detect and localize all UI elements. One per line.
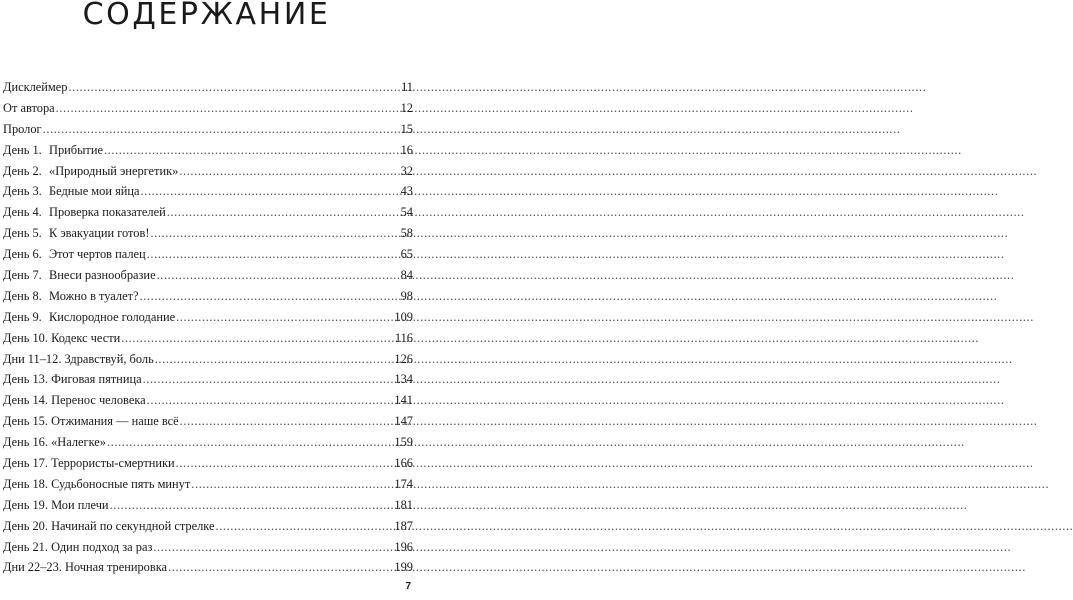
dot-leader [104, 140, 399, 161]
toc-entry [3, 453, 413, 474]
toc-entry-page: 84 [400, 268, 413, 283]
toc-entry-day: День 2. [3, 163, 42, 178]
toc-entry-page: 196 [394, 539, 413, 554]
toc-entry [3, 307, 413, 328]
toc-entry-page: 12 [400, 100, 413, 115]
toc-entry-page: 54 [400, 205, 413, 220]
toc-entry-title: Дни 11–12. Здравствуй, боль [3, 351, 154, 366]
toc-entry-page: 181 [394, 497, 413, 512]
toc-entry-title: День 18. Судьбоносные пять минут [3, 476, 191, 491]
dot-leader [191, 474, 392, 495]
dot-leader [168, 557, 392, 578]
toc-entry [3, 119, 413, 140]
toc-entry-title: От автора [3, 100, 55, 115]
dot-leader [153, 537, 392, 558]
toc-entry [3, 244, 413, 265]
dot-leader [150, 223, 398, 244]
dot-leader [179, 161, 398, 182]
dot-leader [167, 202, 399, 223]
toc-entry [3, 77, 413, 98]
table-of-contents [3, 77, 413, 578]
dot-leader [176, 453, 393, 474]
toc-entry [3, 181, 413, 202]
toc-entry-title: День 10. Кодекс чести [3, 330, 121, 345]
dot-leader [140, 286, 399, 307]
toc-entry-title: Внеси разнообразие [49, 268, 156, 283]
toc-entry-page: 174 [394, 476, 413, 491]
toc-entry-page: 109 [394, 309, 413, 324]
dot-leader [216, 516, 393, 537]
toc-entry-title: День 21. Один подход за раз [3, 539, 153, 554]
toc-entry-title: Пролог [3, 121, 42, 136]
toc-entry-day: День 5. [3, 226, 42, 241]
toc-entry-page: 32 [400, 163, 413, 178]
toc-entry-title: День 19. Мои плечи [3, 497, 109, 512]
toc-entry-title: «Природный энергетик» [49, 163, 179, 178]
toc-entry-title: Этот чертов палец [49, 247, 146, 262]
dot-leader [157, 265, 399, 286]
toc-entry-title: День 14. Перенос человека [3, 393, 146, 408]
toc-entry-title: Можно в туалет? [49, 288, 139, 303]
dot-leader [147, 390, 393, 411]
toc-entry-page: 11 [401, 80, 413, 94]
toc-entry-page: 147 [394, 414, 413, 429]
toc-entry [3, 349, 413, 370]
page-title: СОДЕРЖАНИЕ [82, 0, 331, 32]
toc-entry-title: День 15. Отжимания — наше всё [3, 414, 179, 429]
dot-leader [110, 495, 393, 516]
toc-entry-title: Дни 22–23. Ночная тренировка [3, 560, 168, 575]
dot-leader [56, 98, 399, 119]
toc-entry [3, 223, 413, 244]
dot-leader [141, 181, 399, 202]
toc-entry [3, 98, 413, 119]
dot-leader [43, 119, 399, 140]
toc-entry-title: Проверка показателей [49, 205, 166, 220]
toc-entry-day: День 3. [3, 184, 42, 199]
toc-entry [3, 537, 413, 558]
toc-entry [3, 265, 413, 286]
toc-entry [3, 390, 413, 411]
toc-entry-page: 116 [394, 330, 413, 345]
toc-entry-page: 65 [400, 247, 413, 262]
toc-entry-page: 199 [394, 560, 413, 575]
toc-entry-day: День 7. [3, 268, 42, 283]
dot-leader [176, 307, 392, 328]
toc-entry-page: 141 [394, 393, 413, 408]
toc-entry-title: Кислородное голодание [49, 309, 176, 324]
toc-entry [3, 557, 413, 578]
toc-entry [3, 202, 413, 223]
toc-entry-day: День 6. [3, 247, 42, 262]
toc-entry-page: 58 [400, 226, 413, 241]
toc-entry [3, 369, 413, 390]
toc-entry [3, 516, 413, 537]
dot-leader [180, 411, 393, 432]
dot-leader [155, 349, 393, 370]
toc-entry-title: День 13. Фиговая пятница [3, 372, 142, 387]
toc-entry-page: 16 [400, 142, 413, 157]
toc-entry-page: 159 [394, 435, 413, 450]
toc-entry-page: 134 [394, 372, 413, 387]
toc-entry [3, 474, 413, 495]
toc-entry-title: День 16. «Налегке» [3, 435, 106, 450]
toc-entry-page: 126 [394, 351, 413, 366]
dot-leader [107, 432, 392, 453]
toc-entry [3, 328, 413, 349]
dot-leader [121, 328, 393, 349]
toc-entry [3, 286, 413, 307]
toc-entry-day: День 8. [3, 288, 42, 303]
page-number: 7 [405, 581, 411, 592]
toc-entry [3, 495, 413, 516]
toc-entry-page: 98 [400, 288, 413, 303]
toc-entry-title: К эвакуации готов! [49, 226, 150, 241]
book-page [0, 0, 413, 600]
toc-entry-page: 15 [400, 121, 413, 136]
dot-leader [143, 369, 393, 390]
toc-entry-day: День 9. [3, 309, 42, 324]
toc-entry [3, 432, 413, 453]
toc-entry-day: День 1. [3, 142, 42, 157]
toc-entry-day: День 4. [3, 205, 42, 220]
toc-entry-title: День 17. Террористы-смертники [3, 456, 175, 471]
toc-entry-title: Прибытие [49, 142, 103, 157]
toc-entry-page: 166 [394, 456, 413, 471]
toc-entry-page: 187 [394, 518, 413, 533]
toc-entry [3, 161, 413, 182]
toc-entry-page: 43 [400, 184, 413, 199]
dot-leader [68, 77, 399, 98]
toc-entry-title: День 20. Начинай по секундной стрелке [3, 518, 215, 533]
toc-entry [3, 140, 413, 161]
dot-leader [147, 244, 399, 265]
toc-entry-title: Дисклеймер [3, 80, 68, 94]
toc-entry-title: Бедные мои яйца [49, 184, 140, 199]
toc-entry [3, 411, 413, 432]
